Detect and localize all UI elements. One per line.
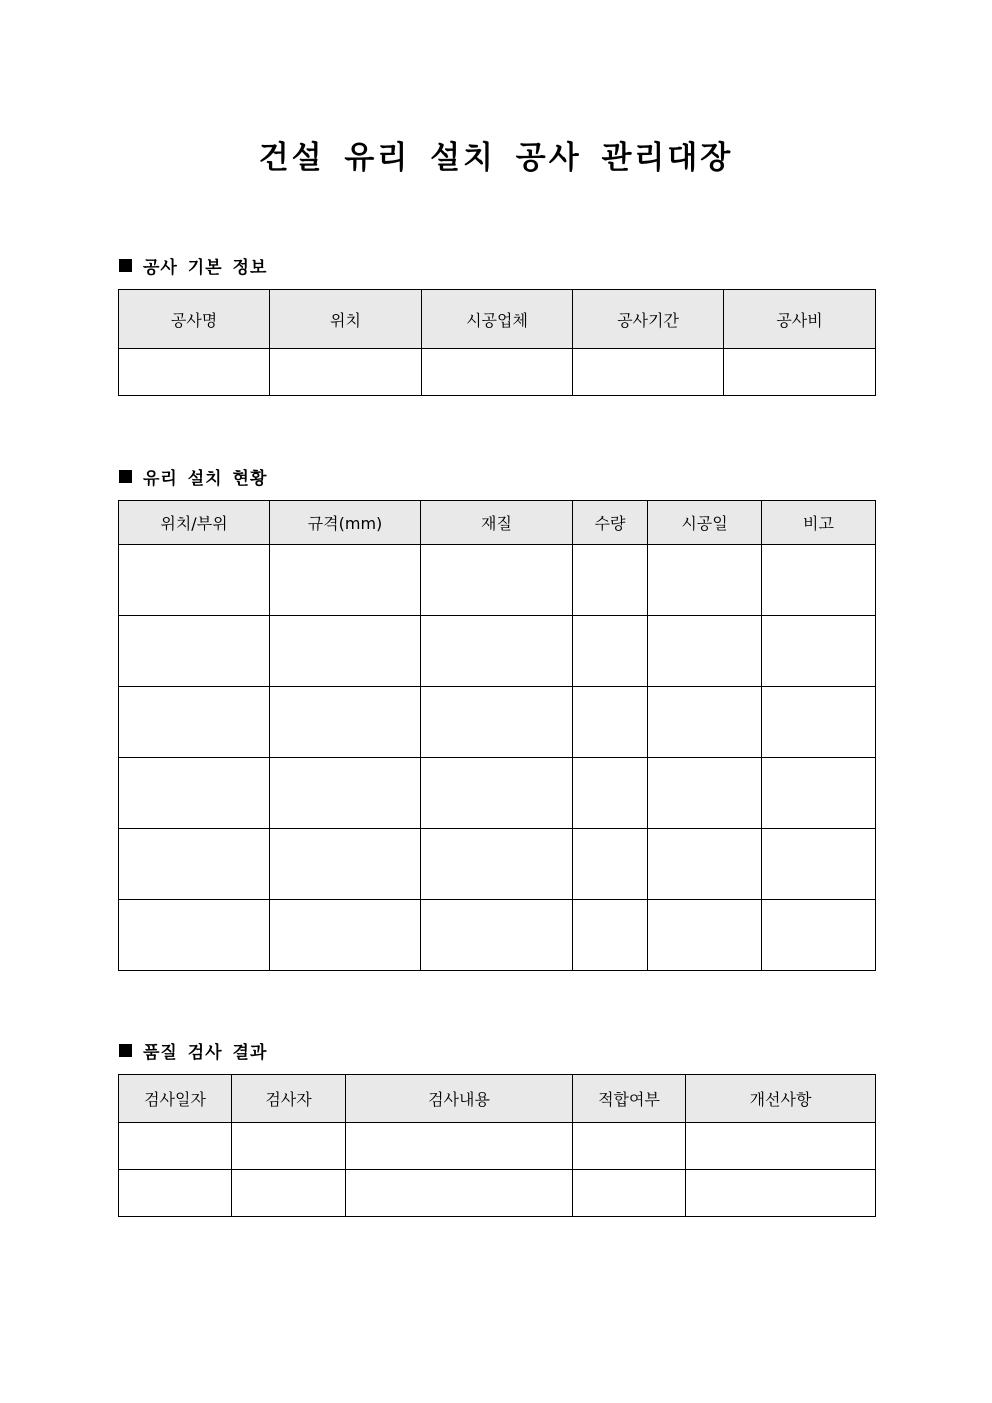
table-cell[interactable] xyxy=(119,616,270,687)
square-bullet-icon xyxy=(119,470,132,483)
column-header: 개선사항 xyxy=(686,1075,876,1123)
column-header: 공사비 xyxy=(724,290,876,349)
table-cell[interactable] xyxy=(648,829,762,900)
table-cell[interactable] xyxy=(724,349,876,396)
table-cell[interactable] xyxy=(573,545,648,616)
section-heading-label: 유리 설치 현황 xyxy=(143,469,268,489)
table-cell[interactable] xyxy=(762,900,876,971)
column-header: 검사내용 xyxy=(346,1075,573,1123)
table-cell[interactable] xyxy=(573,900,648,971)
document-title: 건설 유리 설치 공사 관리대장 xyxy=(258,140,734,176)
table-row xyxy=(119,349,876,396)
section-heading-label: 품질 검사 결과 xyxy=(143,1043,268,1063)
table-cell[interactable] xyxy=(421,545,573,616)
table-cell[interactable] xyxy=(762,687,876,758)
table-cell[interactable] xyxy=(422,349,573,396)
column-header: 비고 xyxy=(762,501,876,545)
table-cell[interactable] xyxy=(686,1123,876,1170)
column-header: 위치 xyxy=(270,290,422,349)
table-cell[interactable] xyxy=(270,900,421,971)
column-header: 수량 xyxy=(573,501,648,545)
column-header: 공사기간 xyxy=(573,290,724,349)
table-cell[interactable] xyxy=(270,616,421,687)
table-row xyxy=(119,545,876,616)
table-cell[interactable] xyxy=(119,545,270,616)
column-header: 시공업체 xyxy=(422,290,573,349)
basic-info-table xyxy=(118,289,876,396)
table-cell[interactable] xyxy=(232,1123,346,1170)
table-row xyxy=(119,758,876,829)
table-cell[interactable] xyxy=(648,758,762,829)
table-cell[interactable] xyxy=(573,829,648,900)
table-row xyxy=(119,616,876,687)
column-header: 재질 xyxy=(421,501,573,545)
table-cell[interactable] xyxy=(421,758,573,829)
table-row xyxy=(119,1123,876,1170)
column-header: 검사일자 xyxy=(119,1075,232,1123)
section-heading-glass-status xyxy=(119,464,267,489)
section-heading-basic-info xyxy=(119,253,267,278)
section-heading-label: 공사 기본 정보 xyxy=(143,258,268,278)
table-cell[interactable] xyxy=(270,829,421,900)
table-cell[interactable] xyxy=(270,758,421,829)
table-cell[interactable] xyxy=(762,616,876,687)
table-cell[interactable] xyxy=(232,1170,346,1217)
glass-install-table xyxy=(118,500,876,971)
table-row xyxy=(119,1170,876,1217)
column-header: 검사자 xyxy=(232,1075,346,1123)
table-cell[interactable] xyxy=(573,349,724,396)
table-cell[interactable] xyxy=(573,1123,686,1170)
table-row xyxy=(119,829,876,900)
column-header: 공사명 xyxy=(119,290,270,349)
table-cell[interactable] xyxy=(119,829,270,900)
table-cell[interactable] xyxy=(573,1170,686,1217)
table-cell[interactable] xyxy=(762,758,876,829)
table-row xyxy=(119,687,876,758)
table-cell[interactable] xyxy=(119,349,270,396)
table-cell[interactable] xyxy=(573,758,648,829)
column-header: 규격(mm) xyxy=(270,501,421,545)
table-header-row xyxy=(119,290,876,349)
table-cell[interactable] xyxy=(346,1123,573,1170)
table-header-row xyxy=(119,501,876,545)
table-cell[interactable] xyxy=(119,1123,232,1170)
table-cell[interactable] xyxy=(686,1170,876,1217)
square-bullet-icon xyxy=(119,259,132,272)
table-cell[interactable] xyxy=(421,829,573,900)
table-cell[interactable] xyxy=(648,900,762,971)
table-cell[interactable] xyxy=(119,758,270,829)
table-cell[interactable] xyxy=(421,900,573,971)
section-heading-quality-inspection xyxy=(119,1038,267,1063)
table-cell[interactable] xyxy=(421,687,573,758)
table-cell[interactable] xyxy=(270,545,421,616)
quality-inspection-table xyxy=(118,1074,876,1217)
column-header: 적합여부 xyxy=(573,1075,686,1123)
table-cell[interactable] xyxy=(270,349,422,396)
table-header-row xyxy=(119,1075,876,1123)
table-cell[interactable] xyxy=(421,616,573,687)
table-cell[interactable] xyxy=(648,545,762,616)
table-cell[interactable] xyxy=(648,687,762,758)
table-cell[interactable] xyxy=(270,687,421,758)
table-cell[interactable] xyxy=(762,829,876,900)
column-header: 위치/부위 xyxy=(119,501,270,545)
table-row xyxy=(119,900,876,971)
square-bullet-icon xyxy=(119,1044,132,1057)
table-cell[interactable] xyxy=(346,1170,573,1217)
table-cell[interactable] xyxy=(119,1170,232,1217)
table-cell[interactable] xyxy=(119,900,270,971)
column-header: 시공일 xyxy=(648,501,762,545)
table-cell[interactable] xyxy=(762,545,876,616)
table-cell[interactable] xyxy=(648,616,762,687)
table-cell[interactable] xyxy=(573,687,648,758)
table-cell[interactable] xyxy=(119,687,270,758)
table-cell[interactable] xyxy=(573,616,648,687)
